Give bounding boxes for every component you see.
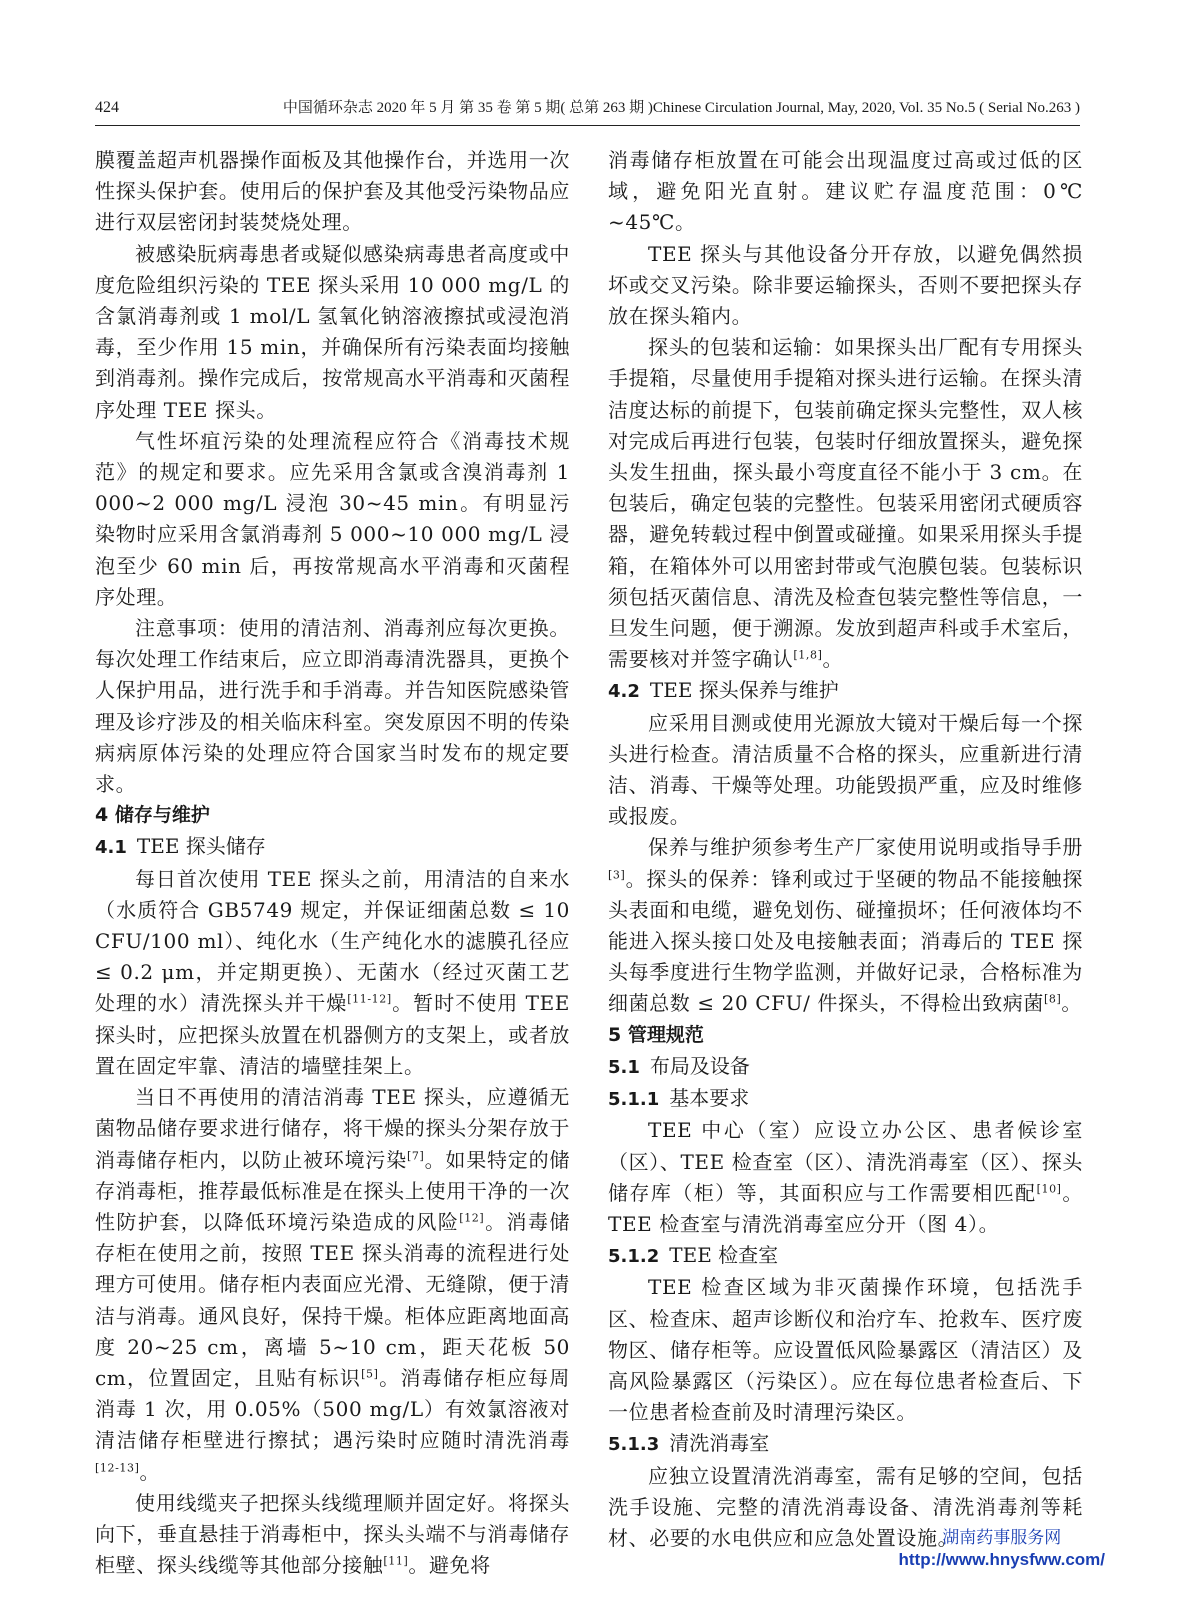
citation: [11] [383, 1554, 409, 1568]
subsection-title: TEE 探头保养与维护 [649, 678, 839, 703]
subsection-number: 5.1.2 [608, 1246, 660, 1268]
paragraph: 注意事项：使用的清洁剂、消毒剂应每次更换。每次处理工作结束后，应立即消毒清洗器具，更换个人保护用品，进行洗手和手消毒。并告知医院感染管理及诊疗涉及的相关临床科室。突发原因不明的传染病病原体污染的处理应符合国家当时发布的规定要求。 [95, 616, 570, 797]
paragraph: 应采用目测或使用光源放大镜对干燥后每一个探头进行检查。清洁质量不合格的探头，应重新进行清洁、消毒、干燥等处理。功能毁损严重，应及时维修或报废。 [608, 710, 1083, 829]
citation: [3] [608, 868, 626, 882]
citation: [11-12] [347, 992, 392, 1006]
paragraph: 消毒储存柜放置在可能会出现温度过高或过低的区域，避免阳光直射。建议贮存温度范围：0℃ ~45℃。 [608, 148, 1083, 235]
text-run: 。避免将 [408, 1553, 491, 1578]
right-column [608, 145, 1083, 1554]
paragraph: TEE 检查区域为非灭菌操作环境，包括洗手区、检查床、超声诊断仪和治疗车、抢救车、医疗废物区、储存柜等。应设置低风险暴露区（清洁区）及高风险暴露区（污染区）。应在每位患者检查后、下一位患者检查前及时清理污染区。 [608, 1275, 1083, 1425]
text-run: 。 [1061, 991, 1083, 1016]
paragraph: 应独立设置清洗消毒室，需有足够的空间，包括洗手设施、完整的清洗消毒设备、清洗消毒剂等耗材、必要的水电供应和应急处置设施。 [608, 1463, 1083, 1550]
text-run: 保养与维护须参考生产厂家使用说明或指导手册 [648, 835, 1083, 860]
text-run: TEE 中心（室）应设立办公区、患者候诊室（区）、TEE 检查室（区）、清洗消毒室（区）、探头储存库（柜）等，其面积应与工作需要相匹配 [608, 1118, 1083, 1205]
citation: [12-13] [95, 1460, 140, 1474]
text-run: 。TEE 检查室与清洗消毒室应分开（图 4）。 [608, 1180, 1083, 1236]
subsection-heading [608, 1051, 1083, 1083]
paragraph [608, 1115, 1083, 1240]
text-run: 。如果特定的储存消毒柜，推荐最低标准是在探头上使用干净的一次性防护套，以降低环境污染造成的风险 [95, 1147, 571, 1234]
subsection-title: TEE 检查室 [669, 1243, 779, 1268]
paragraph [608, 332, 1083, 675]
paragraph [95, 1082, 570, 1488]
header-rule [95, 125, 1080, 126]
watermark-name: 湖南药事服务网 [942, 1528, 1062, 1548]
subsection-number: 5.1.3 [608, 1434, 660, 1456]
citation: [8] [1044, 992, 1062, 1006]
subsubsection-heading [608, 1428, 1083, 1460]
paragraph [95, 864, 570, 1082]
subsection-title: 基本要求 [669, 1086, 750, 1111]
paragraph [95, 1488, 570, 1582]
text-run: 。 [139, 1459, 161, 1484]
subsection-number: 5.1.1 [608, 1089, 660, 1111]
citation: [12] [459, 1211, 485, 1225]
subsection-number: 4.1 [95, 837, 127, 859]
text-run: 。 [822, 647, 844, 672]
text-run: 探头的包装和运输：如果探头出厂配有专用探头手提箱，尽量使用手提箱对探头进行运输。在探头清洁度达标的前提下，包装前确定探头完整性，双人核对完成后再进行包装，包装时仔细放置探头，避免探头发生扭曲，探头最小弯度直径不能小于 3 cm。在包装后，确定包装的完整性。包装采用密闭式硬质容器，避免转载过程中倒置或碰撞。如果采用探头手提箱，在箱体外可以用密封带或气泡膜包装。包装标识须包括灭菌信息、清洗及检查包装完整性等信息，一旦发生问题，便于溯源。发放到超声科或手术室后，需要核对并签字确认 [608, 335, 1083, 672]
subsection-heading [95, 831, 570, 863]
text-run: 。消毒储存柜应每周消毒 1 次，用 0.05%（500 mg/L）有效氯溶液对清洁储存柜壁进行擦拭；遇污染时应随时清洗消毒 [95, 1365, 571, 1453]
paragraph: 气性坏疽污染的处理流程应符合《消毒技术规范》的规定和要求。应先采用含氯或含溴消毒剂 1 000~2 000 mg/L 浸泡 30~45 min。有明显污染物时应采用含氯消毒剂 5 000~10 000 mg/L 浸泡至少 60 min 后，再按常规高水平消毒和灭菌程序处理。 [95, 428, 570, 609]
subsection-number: 5.1 [608, 1056, 640, 1078]
subsection-heading [608, 675, 1083, 707]
watermark [898, 1527, 1105, 1571]
subsubsection-heading [608, 1240, 1083, 1272]
page-header [95, 94, 1080, 124]
text-run: 。消毒储存柜在使用之前，按照 TEE 探头消毒的流程进行处理方可使用。储存柜内表面应光滑、无缝隙，便于清洁与消毒。通风良好，保持干燥。柜体应距离地面高度 20~25 cm，离墙 5~10 cm，距天花板 50 cm，位置固定，且贴有标识 [95, 1209, 570, 1390]
page-number: 424 [95, 99, 119, 116]
paragraph: 被感染朊病毒患者或疑似感染病毒患者高度或中度危险组织污染的 TEE 探头采用 10 000 mg/L 的含氯消毒剂或 1 mol/L 氢氧化钠溶液擦拭或浸泡消毒，至少作用 15 min，并确保所有污染表面均接触到消毒剂。操作完成后，按常规高水平消毒和灭菌程序处理 TEE 探头。 [95, 241, 570, 422]
subsection-title: 布局及设备 [649, 1053, 750, 1078]
citation: [7] [407, 1148, 425, 1162]
citation: [10] [1036, 1182, 1062, 1196]
citation: [1,8] [793, 648, 823, 662]
paragraph [608, 832, 1083, 1019]
text-run: 。暂时不使用 TEE 探头时，应把探头放置在机器侧方的支架上，或者放置在固定牢靠、清洁的墙壁挂架上。 [95, 991, 570, 1078]
text-run: 使用线缆夹子把探头线缆理顺并固定好。将探头向下，垂直悬挂于消毒柜中，探头头端不与消毒储存柜壁、探头线缆等其他部分接触 [95, 1490, 570, 1578]
text-run: 当日不再使用的清洁消毒 TEE 探头，应遵循无菌物品储存要求进行储存，将干燥的探头分架存放于消毒储存柜内，以防止被环境污染 [95, 1085, 570, 1172]
left-column [95, 145, 570, 1581]
section-heading: 5 管理规范 [608, 1023, 704, 1046]
section-heading: 4 储存与维护 [95, 804, 210, 827]
subsubsection-heading [608, 1083, 1083, 1115]
subsection-number: 4.2 [608, 681, 640, 703]
paragraph: TEE 探头与其他设备分开存放，以避免偶然损坏或交叉污染。除非要运输探头，否则不要把探头存放在探头箱内。 [608, 241, 1083, 329]
paragraph: 膜覆盖超声机器操作面板及其他操作台，并选用一次性探头保护套。使用后的保护套及其他受污染物品应进行双层密闭封装焚烧处理。 [95, 148, 570, 235]
watermark-url[interactable]: http://www.hnysfww.com/ [898, 1550, 1105, 1569]
text-run: 。探头的保养：锋利或过于坚硬的物品不能接触探头表面和电缆，避免划伤、碰撞损坏；任何液体均不能进入探头接口处及电接触表面；消毒后的 TEE 探头每季度进行生物学监测，并做好记录，合格标准为细菌总数 ≤ 20 CFU/ 件探头，不得检出致病菌 [608, 866, 1083, 1016]
citation: [5] [361, 1367, 379, 1381]
text-run: 每日首次使用 TEE 探头之前，用清洁的自来水（水质符合 GB5749 规定，并保证细菌总数 ≤ 10 CFU/100 ml）、纯化水（生产纯化水的滤膜孔径应 ≤ 0.2 μm，并定期更换）、无菌水（经过灭菌工艺处理的水）清洗探头并干燥 [95, 866, 570, 1016]
subsection-title: TEE 探头储存 [136, 834, 266, 859]
subsection-title: 清洗消毒室 [669, 1431, 770, 1456]
journal-info: 中国循环杂志 2020 年 5 月 第 35 卷 第 5 期( 总第 263 期 )Chinese Circulation Journal, May, 2020, Vol. 35 No.5 ( Serial No.263 ) [282, 100, 1080, 116]
